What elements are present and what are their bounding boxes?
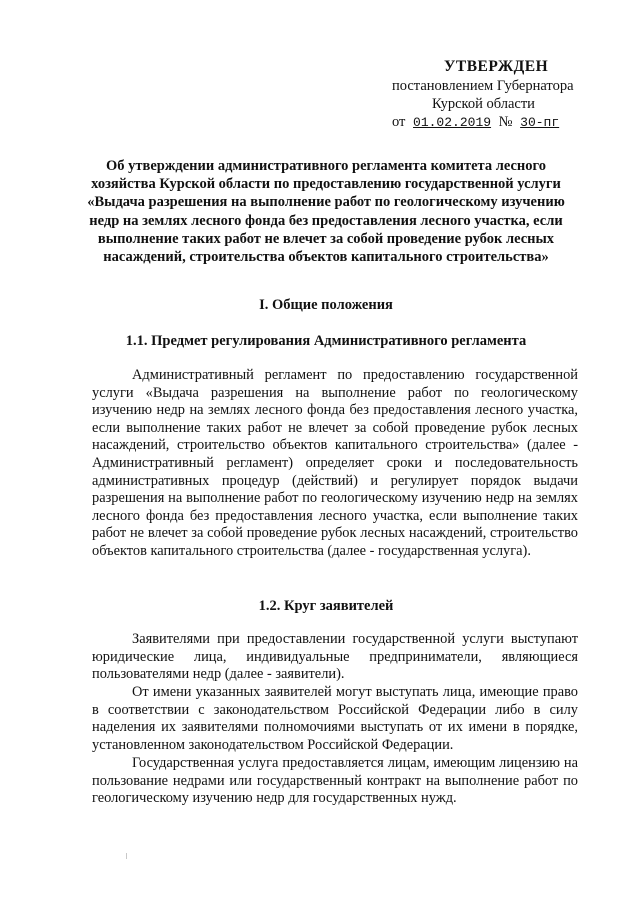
approval-date-row bbox=[392, 113, 612, 132]
scan-margin-mark bbox=[126, 853, 127, 859]
paragraph-applicants-3: Государственная услуга предоставляется лицам, имеющим лицензию на пользование недрами или государственный контракт на выполнение работ по геологическому изучению недр для государственных нужд. bbox=[92, 755, 578, 807]
approval-title: УТВЕРЖДЕН bbox=[444, 58, 549, 75]
paragraph-subject: Административный регламент по предоставлению государственной услуги «Выдача разрешения на выполнение работ по геологическому изучению недр на землях лесного фонда без предоставления лесного участка, если выполнение таких работ не влечет за собой проведение рубок лесных насаждений, строительство объектов капитального строительства» (далее - Административный регламент) определяет сроки и последовательность административных процедур (действий) и регулирует порядок выдачи разрешения на выполнение работ по геологическому изучению недр на землях лесного фонда без предоставления лесного участка, если выполнение таких работ не влечет за собой проведение рубок лесных насаждений, строительство объектов капитального строительства (далее - государственная услуга). bbox=[92, 367, 578, 559]
section-heading-applicants: 1.2. Круг заявителей bbox=[258, 598, 394, 614]
approval-line-governor: постановлением Губернатора bbox=[392, 78, 574, 94]
paragraph-applicants-2: От имени указанных заявителей могут выступать лица, имеющие право в соответствии с законодательством Российской Федерации либо в силу наделения их заявителями полномочиями выступать от их имени в порядке, установленном законодательством Российской Федерации. bbox=[92, 684, 578, 753]
approval-line-region: Курской области bbox=[432, 96, 535, 112]
approval-block bbox=[392, 58, 612, 132]
paragraph-applicants-1: Заявителями при предоставлении государственной услуги выступают юридические лица, индивидуальные предприниматели, являющиеся пользователями недр (далее - заявители). bbox=[92, 631, 578, 683]
section-heading-subject: 1.1. Предмет регулирования Административного регламента bbox=[125, 333, 527, 349]
document-title: Об утверждении административного регламента комитета лесного хозяйства Курской области по предоставлению государственной услуги «Выдача разрешения на выполнение работ по геологическому изучению недр на землях лесного фонда без предоставления лесного участка, если выполнение таких работ не влечет за собой проведение рубок лесных насаждений, строительства объектов капитального строительства» bbox=[87, 158, 565, 266]
approval-date-label: от bbox=[392, 114, 406, 130]
approval-date-value: 01.02.2019 bbox=[413, 115, 492, 130]
section-heading-general: I. Общие положения bbox=[259, 297, 393, 313]
approval-number-value: 30-пг bbox=[520, 115, 560, 130]
approval-number-label: № bbox=[498, 114, 513, 130]
